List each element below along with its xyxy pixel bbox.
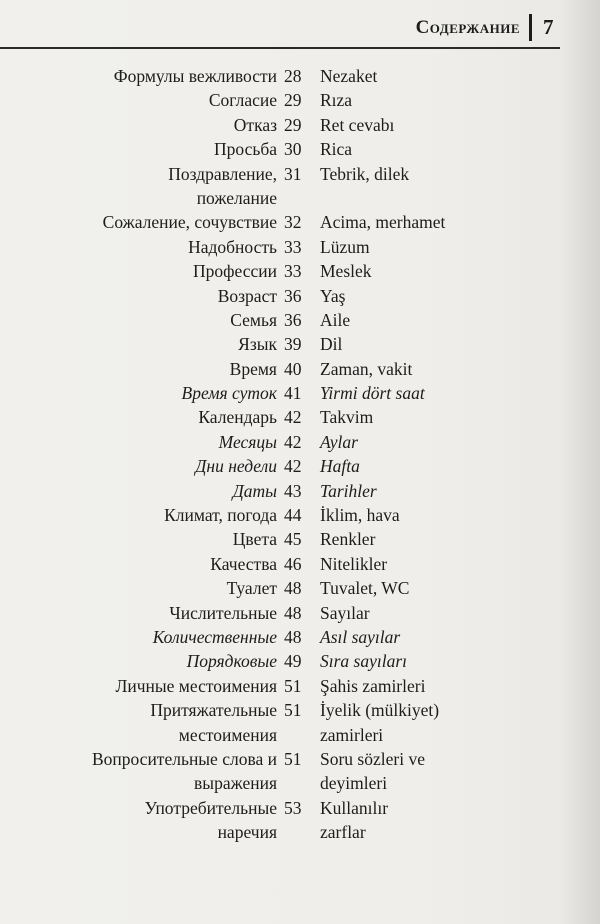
toc-entry-russian: [187, 649, 277, 673]
toc-entry-russian-line: Даты: [232, 480, 277, 501]
toc-entry-turkish: [320, 503, 400, 527]
toc-entry-page: 42: [284, 407, 302, 428]
toc-entry-russian-line: Употребительные: [144, 797, 277, 818]
toc-entry-russian-line: Личные местоимения: [115, 675, 277, 696]
running-header: [416, 14, 554, 41]
toc-entry-russian-line: Притяжательные: [150, 700, 277, 721]
toc-entry-russian: [116, 674, 278, 698]
toc-entry-page: 30: [284, 139, 302, 160]
toc-entry-turkish: [320, 625, 400, 649]
toc-entry-turkish: [320, 88, 352, 112]
toc-entry-russian: [182, 381, 277, 405]
toc-entry: [0, 162, 600, 211]
toc-entry-turkish-line: Şahis zamirleri: [320, 675, 426, 696]
toc-entry: [0, 235, 600, 259]
toc-entry-russian: [209, 88, 277, 112]
toc-entry-turkish: [320, 601, 370, 625]
toc-entry: [0, 210, 600, 234]
toc-entry-turkish-line: deyimleri: [320, 773, 388, 794]
toc-entry-russian: [164, 503, 277, 527]
toc-entry-russian-line: Сожаление, сочувствие: [102, 212, 277, 233]
toc-entry: [0, 576, 600, 600]
toc-entry: [0, 88, 600, 112]
header-rule: [0, 47, 560, 49]
toc-entry-russian: [219, 430, 277, 454]
page-number: 7: [543, 15, 554, 39]
toc-entry-russian-line: Надобность: [188, 236, 277, 257]
toc-entry-turkish: [320, 527, 375, 551]
toc-entry-turkish-line: Kullanılır: [320, 797, 389, 818]
toc-entry-page: 53: [284, 797, 302, 818]
toc-entry-turkish: [320, 308, 350, 332]
toc-entry-turkish: [320, 64, 377, 88]
toc-entry-turkish-line: Takvim: [320, 407, 374, 428]
toc-entry-russian-line: Туалет: [226, 578, 277, 599]
toc-entry-page: 51: [284, 700, 302, 721]
toc-entry-russian-line: Вопросительные слова и: [91, 748, 277, 769]
toc-entry-turkish-line: Yirmi dört saat: [320, 383, 425, 404]
toc-entry-russian: [233, 527, 277, 551]
toc-entry-turkish: [320, 210, 445, 234]
toc-entry-russian: [218, 284, 277, 308]
toc-entry-russian-line: Просьба: [214, 139, 277, 160]
toc-entry-page: 32: [284, 212, 302, 233]
toc-entry-page: 48: [284, 627, 302, 647]
toc-entry: [0, 527, 600, 551]
toc-entry-page: 36: [284, 285, 302, 306]
toc-entry-turkish: [320, 137, 352, 161]
toc-entry-turkish-line: Tebrik, dilek: [320, 163, 410, 184]
toc-entry: [0, 357, 600, 381]
toc-entry-turkish-line: Aylar: [320, 431, 358, 452]
toc-entry-turkish-line: Sayılar: [320, 602, 370, 623]
toc-entry-russian: [238, 332, 277, 356]
toc-entry-russian-line: Возраст: [217, 285, 277, 306]
toc-entry-russian: [214, 137, 277, 161]
toc-entry-russian-line: пожелание: [196, 187, 277, 208]
toc-entry: [0, 454, 600, 478]
toc-entry-page: 33: [284, 261, 302, 282]
toc-entry-turkish-line: Zaman, vakit: [320, 358, 413, 379]
toc-entry: [0, 137, 600, 161]
toc-entry-russian-line: Язык: [238, 334, 277, 355]
toc-entry-turkish-line: Renkler: [320, 529, 376, 550]
toc-entry-turkish-line: Rıza: [320, 90, 353, 111]
toc-entry: [0, 552, 600, 576]
toc-entry-turkish: [320, 235, 370, 259]
toc-entry: [0, 332, 600, 356]
toc-entry-russian: [195, 454, 277, 478]
toc-entry-turkish: [320, 162, 409, 186]
toc-entry: [0, 405, 600, 429]
toc-entry-russian: [227, 576, 277, 600]
header-title: Содержание: [415, 16, 520, 38]
toc-entry-turkish-line: Sıra sayıları: [320, 651, 408, 672]
toc-entry-russian-line: Согласие: [208, 90, 277, 111]
toc-entry-turkish-line: Hafta: [320, 456, 360, 477]
toc-entry-page: 28: [284, 66, 302, 86]
toc-entry-turkish-line: Rica: [320, 139, 353, 160]
toc-entry: [0, 259, 600, 283]
toc-entry-turkish-line: Acima, merhamet: [320, 212, 446, 233]
toc-entry: [0, 284, 600, 308]
toc-entry-turkish: [320, 454, 360, 478]
toc-entry-russian: [103, 210, 277, 234]
toc-entry-turkish-line: Yaş: [320, 285, 346, 306]
toc-entry-page: 48: [284, 602, 302, 623]
toc-entry: [0, 381, 600, 405]
toc-entry-turkish-line: İyelik (mülkiyet): [320, 700, 440, 721]
header-separator: [529, 14, 532, 41]
toc-entry-russian-line: Формулы вежливости: [113, 66, 277, 86]
toc-entry: [0, 430, 600, 454]
toc-entry-turkish-line: Soru sözleri ve: [320, 748, 425, 769]
toc-entry-russian: [230, 308, 277, 332]
toc-entry-turkish: [320, 698, 439, 747]
toc-entry-turkish: [320, 113, 394, 137]
toc-entry-russian-line: Цвета: [232, 529, 277, 550]
toc-entry-turkish: [320, 332, 342, 356]
toc-entry: [0, 479, 600, 503]
toc-entry-page: 51: [284, 675, 302, 696]
toc-entry-russian-line: Количественные: [152, 627, 277, 647]
toc-entry-turkish: [320, 405, 373, 429]
toc-entry-page: 39: [284, 334, 302, 355]
toc-entry-turkish-line: zamirleri: [320, 724, 384, 745]
toc-entry-page: 42: [284, 431, 302, 452]
toc-entry-turkish: [320, 284, 345, 308]
toc-entry-turkish: [320, 649, 407, 673]
toc-entry-page: 49: [284, 651, 302, 672]
toc-entry-page: 43: [284, 480, 302, 501]
toc-entry: [0, 113, 600, 137]
toc-entry-russian-line: Профессии: [193, 261, 277, 282]
toc-entry: [0, 503, 600, 527]
toc-entry-russian: [145, 796, 277, 845]
toc-entry-russian-line: Время суток: [181, 383, 277, 404]
toc-entry-turkish: [320, 259, 372, 283]
toc-entry-turkish-line: Tarihler: [320, 480, 377, 501]
toc-entry-page: 51: [284, 748, 302, 769]
toc-entry-turkish-line: Tuvalet, WC: [320, 578, 410, 599]
toc-entry-russian-line: Качества: [210, 553, 277, 574]
toc-entry-turkish: [320, 796, 388, 845]
toc-entry-page: 44: [284, 505, 302, 526]
toc-entry-page: 45: [284, 529, 302, 550]
toc-entry-turkish: [320, 479, 377, 503]
toc-entry-page: 36: [284, 309, 302, 330]
toc-entry-turkish: [320, 357, 412, 381]
toc-entry-russian-line: Поздравление,: [168, 163, 277, 184]
toc-entry-turkish: [320, 381, 425, 405]
toc-entry-russian: [193, 259, 277, 283]
toc-entry-page: 46: [284, 553, 302, 574]
toc-entry-russian: [150, 698, 277, 747]
table-of-contents: [0, 64, 600, 845]
toc-entry: [0, 649, 600, 673]
toc-entry: [0, 625, 600, 649]
toc-entry: [0, 674, 600, 698]
toc-entry-russian-line: Время: [229, 358, 277, 379]
toc-entry-russian: [114, 64, 277, 88]
toc-entry-russian-line: Семья: [230, 309, 277, 330]
toc-entry-page: 41: [284, 383, 302, 404]
toc-entry-turkish-line: zarflar: [320, 822, 366, 843]
toc-entry-russian-line: Дни недели: [195, 456, 277, 477]
toc-entry-russian: [169, 601, 277, 625]
toc-entry-turkish-line: Asıl sayılar: [320, 627, 401, 647]
toc-entry-russian-line: наречия: [217, 822, 277, 843]
toc-entry-russian: [233, 479, 277, 503]
toc-entry-page: 29: [284, 90, 302, 111]
toc-entry-russian-line: Календарь: [198, 407, 277, 428]
toc-entry: [0, 601, 600, 625]
toc-entry-turkish: [320, 674, 425, 698]
toc-entry: [0, 698, 600, 747]
toc-entry-russian: [210, 552, 277, 576]
toc-entry-russian: [92, 747, 277, 796]
toc-entry-turkish: [320, 552, 387, 576]
toc-entry-russian-line: Климат, погода: [164, 505, 277, 526]
toc-entry-russian: [230, 357, 277, 381]
toc-entry-russian-line: выражения: [194, 773, 277, 794]
toc-entry-page: 48: [284, 578, 302, 599]
toc-entry-turkish-line: Ret cevabı: [320, 114, 395, 135]
toc-entry-page: 33: [284, 236, 302, 257]
toc-entry: [0, 747, 600, 796]
toc-entry-turkish-line: Aile: [320, 309, 351, 330]
toc-entry-turkish-line: Meslek: [320, 261, 372, 282]
toc-entry: [0, 308, 600, 332]
toc-entry-russian: [153, 625, 277, 649]
toc-entry: [0, 64, 600, 88]
toc-entry-turkish: [320, 747, 425, 796]
toc-entry-russian-line: Числительные: [169, 602, 277, 623]
toc-entry-page: 29: [284, 114, 302, 135]
toc-entry-russian-line: Месяцы: [218, 431, 277, 452]
toc-entry-page: 42: [284, 456, 302, 477]
toc-entry-russian: [234, 113, 277, 137]
toc-entry-turkish-line: İklim, hava: [320, 505, 400, 526]
toc-entry-russian: [198, 405, 277, 429]
toc-entry-turkish-line: Lüzum: [320, 236, 370, 257]
toc-entry-turkish-line: Dil: [320, 334, 343, 355]
toc-entry-turkish-line: Nitelikler: [320, 553, 388, 574]
toc-entry-russian-line: местоимения: [178, 724, 277, 745]
toc-entry-russian-line: Отказ: [233, 114, 277, 135]
toc-entry-russian: [188, 235, 277, 259]
toc-entry: [0, 796, 600, 845]
toc-entry-page: 40: [284, 358, 302, 379]
toc-entry-turkish: [320, 576, 409, 600]
toc-entry-page: 31: [284, 163, 302, 184]
toc-entry-turkish-line: Nezaket: [320, 66, 378, 86]
toc-entry-russian-line: Порядковые: [186, 651, 277, 672]
toc-entry-turkish: [320, 430, 358, 454]
toc-entry-russian: [168, 162, 277, 211]
